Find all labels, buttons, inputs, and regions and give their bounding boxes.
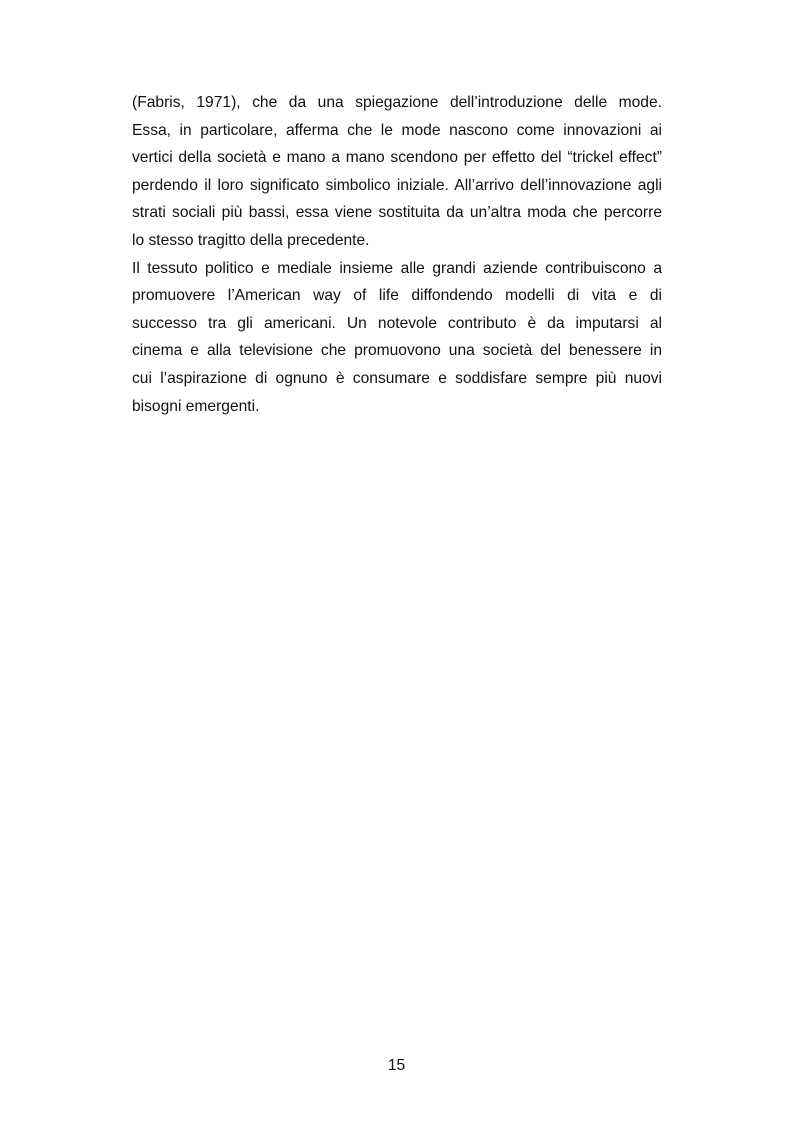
text-line: promuovere l’American way of life diffondendo modelli di vita e di bbox=[132, 287, 662, 305]
text-line: successo tra gli americani. Un notevole contributo è da imputarsi al bbox=[132, 314, 662, 332]
text-line: cinema e alla televisione che promuovono una società del benessere in bbox=[132, 342, 662, 360]
paragraph-american-way-of-life bbox=[132, 255, 662, 421]
text-line: perdendo il loro significato simbolico iniziale. All’arrivo dell’innovazione agli bbox=[132, 176, 662, 194]
page-number: 15 bbox=[387, 1057, 406, 1074]
text-line: bisogni emergenti. bbox=[132, 397, 260, 415]
text-line: Essa, in particolare, afferma che le mode nascono come innovazioni ai bbox=[132, 121, 662, 139]
text-line: (Fabris, 1971), che da una spiegazione dell’introduzione delle mode. bbox=[132, 94, 662, 111]
text-line: strati sociali più bassi, essa viene sostituita da un’altra moda che percorre bbox=[132, 204, 662, 222]
text-line: Il tessuto politico e mediale insieme alle grandi aziende contribuiscono a bbox=[132, 259, 662, 277]
text-line: cui l’aspirazione di ognuno è consumare e soddisfare sempre più nuovi bbox=[132, 369, 662, 387]
body-text bbox=[132, 89, 662, 420]
text-line: vertici della società e mano a mano scendono per effetto del “trickel effect” bbox=[132, 149, 662, 167]
paragraph-fashion-diffusion bbox=[132, 89, 662, 255]
text-line: lo stesso tragitto della precedente. bbox=[132, 231, 370, 249]
